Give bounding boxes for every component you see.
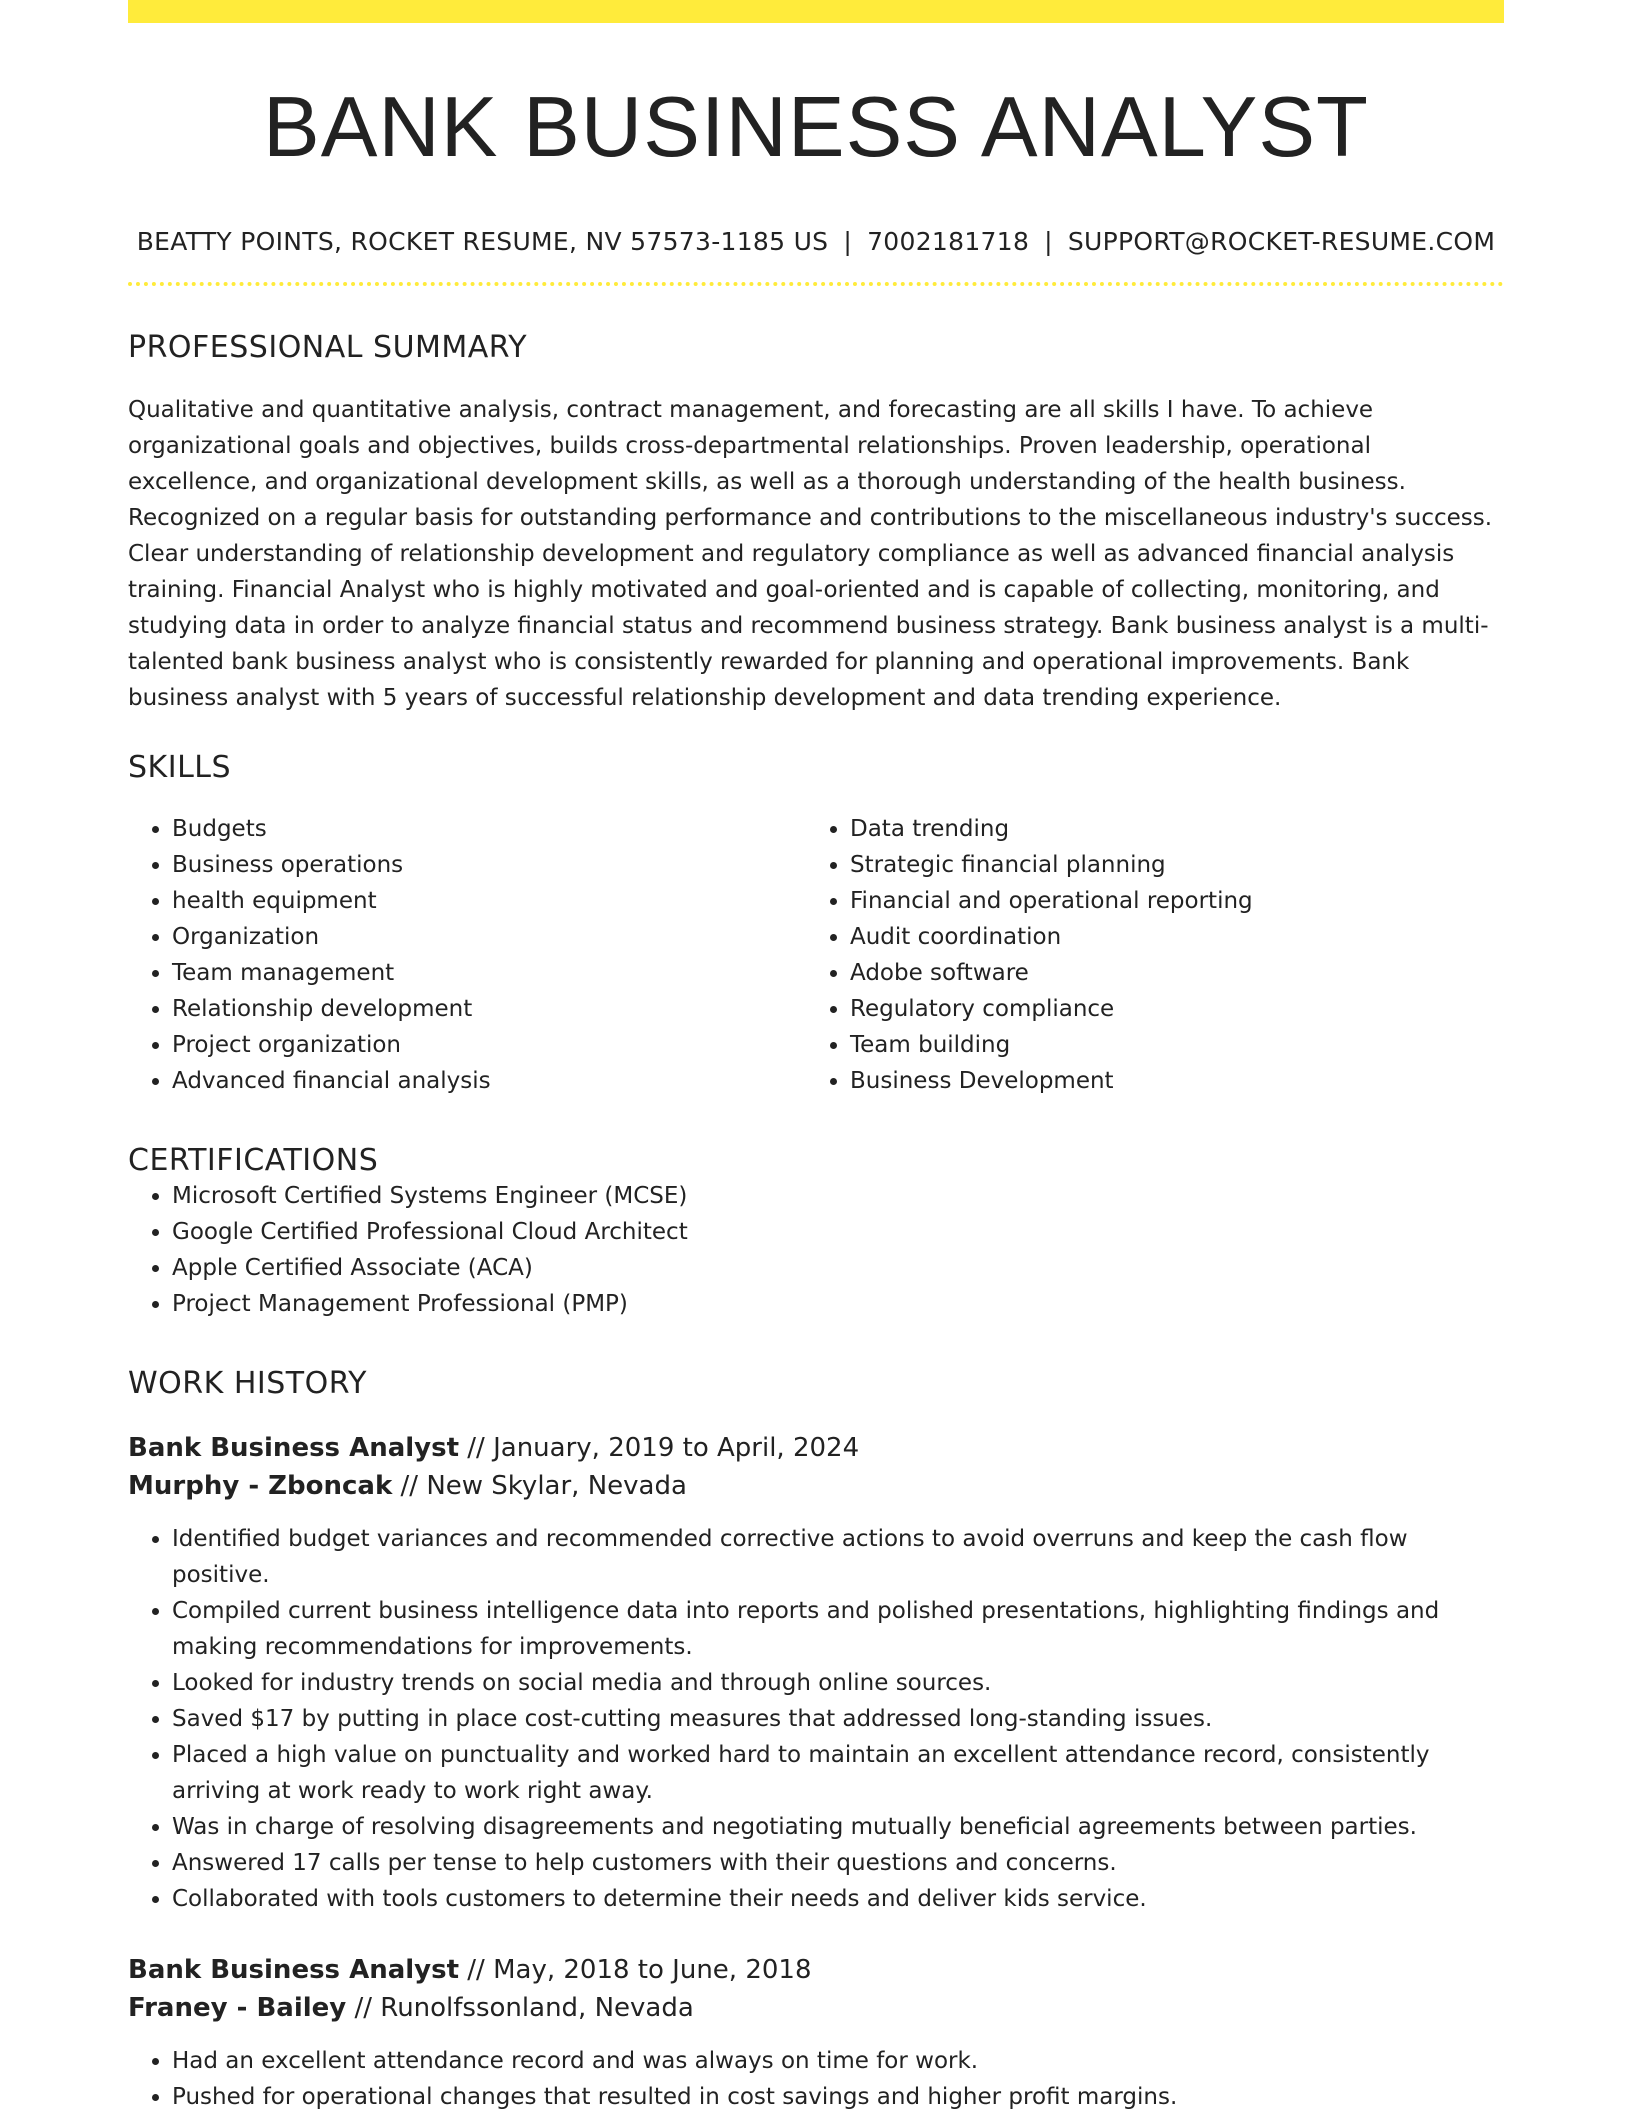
job-role: Bank Business Analyst xyxy=(128,1432,460,1463)
skill-item: • Team management xyxy=(172,955,806,991)
skill-item: • Organization xyxy=(172,919,806,955)
skill-item: • Audit coordination xyxy=(850,919,1484,955)
skill-item: • Team building xyxy=(850,1027,1484,1063)
job-role-line xyxy=(128,1429,1504,1467)
skills-list-left xyxy=(128,811,806,1099)
certification-item: • Project Management Professional (PMP) xyxy=(172,1286,1504,1322)
skill-item: • Adobe software xyxy=(850,955,1484,991)
job-role-line xyxy=(128,1951,1504,1989)
skill-item: • Budgets xyxy=(172,811,806,847)
job-company-line xyxy=(128,1467,1504,1505)
job-separator: // xyxy=(392,1470,427,1501)
summary-heading: PROFESSIONAL SUMMARY xyxy=(128,329,528,365)
resume-title: BANK BUSINESS ANALYST xyxy=(263,80,1369,175)
job-bullet: • Was in charge of resolving disagreements and negotiating mutually beneficial agreements between parties. xyxy=(172,1809,1504,1845)
job-bullet: • Saved $17 by putting in place cost-cutting measures that addressed long-standing issues. xyxy=(172,1701,1504,1737)
certification-item: • Google Certified Professional Cloud Architect xyxy=(172,1214,1504,1250)
skills-heading: SKILLS xyxy=(128,749,232,785)
skills-list-right xyxy=(806,811,1484,1099)
job-company: Franey - Bailey xyxy=(128,1992,347,2023)
job-bullet: • Answered 17 calls per tense to help customers with their questions and concerns. xyxy=(172,1845,1504,1881)
job-bullet: • Identified budget variances and recommended corrective actions to avoid overruns and keep the cash flow positive. xyxy=(172,1521,1504,1593)
job-separator: // xyxy=(346,1992,381,2023)
skill-item: • Data trending xyxy=(850,811,1484,847)
contact-phone: 7002181718 xyxy=(867,226,1030,256)
job-bullet: • Compiled current business intelligence data into reports and polished presentations, highlighting findings and making recommendations for improvements. xyxy=(172,1593,1504,1665)
skills-columns xyxy=(128,811,1504,1099)
contact-line xyxy=(128,227,1504,256)
certifications-list xyxy=(128,1178,1504,1322)
certification-item: • Apple Certified Associate (ACA) xyxy=(172,1250,1504,1286)
contact-separator: | xyxy=(843,226,853,256)
resume-page xyxy=(128,0,1504,2115)
skill-item: • Advanced financial analysis xyxy=(172,1063,806,1099)
work-history-heading: WORK HISTORY xyxy=(128,1365,367,1401)
skill-item: • Financial and operational reporting xyxy=(850,883,1484,919)
job-bullet: • Placed a high value on punctuality and worked hard to maintain an excellent attendance record, consistently arriving at work ready to work right away. xyxy=(172,1737,1504,1809)
job-location: New Skylar, Nevada xyxy=(426,1470,687,1501)
certifications-heading: CERTIFICATIONS xyxy=(128,1142,379,1178)
job-company-line xyxy=(128,1989,1504,2027)
job-separator: // xyxy=(459,1432,494,1463)
job-role: Bank Business Analyst xyxy=(128,1954,460,1985)
job-bullet: • Looked for industry trends on social media and through online sources. xyxy=(172,1665,1504,1701)
dotted-divider xyxy=(128,282,1504,286)
job-bullet: • Had an excellent attendance record and was always on time for work. xyxy=(172,2043,1504,2079)
job-dates: January, 2019 to April, 2024 xyxy=(493,1432,860,1463)
job-entry xyxy=(128,1429,1504,1917)
contact-address: BEATTY POINTS, ROCKET RESUME, NV 57573-1185 US xyxy=(136,226,829,256)
skill-item: • Relationship development xyxy=(172,991,806,1027)
skill-item: • Project organization xyxy=(172,1027,806,1063)
job-company: Murphy - Zboncak xyxy=(128,1470,393,1501)
skill-item: • health equipment xyxy=(172,883,806,919)
skill-item: • Business Development xyxy=(850,1063,1484,1099)
job-bullet: • Collaborated with tools customers to determine their needs and deliver kids service. xyxy=(172,1881,1504,1917)
job-separator: // xyxy=(459,1954,494,1985)
job-entry xyxy=(128,1951,1504,2115)
job-location: Runolfssonland, Nevada xyxy=(380,1992,694,2023)
job-bullet: • Pushed for operational changes that resulted in cost savings and higher profit margins. xyxy=(172,2079,1504,2115)
skill-item: • Regulatory compliance xyxy=(850,991,1484,1027)
contact-separator: | xyxy=(1044,226,1053,256)
job-dates: May, 2018 to June, 2018 xyxy=(493,1954,812,1985)
job-bullets xyxy=(128,2043,1504,2115)
job-bullets xyxy=(128,1521,1504,1917)
contact-email: SUPPORT@ROCKET-RESUME.COM xyxy=(1067,226,1496,256)
accent-top-bar xyxy=(128,0,1504,23)
certification-item: • Microsoft Certified Systems Engineer (MCSE) xyxy=(172,1178,1504,1214)
skill-item: • Business operations xyxy=(172,847,806,883)
summary-text: Qualitative and quantitative analysis, contract management, and forecasting are all skills I have. To achieve organizational goals and objectives, builds cross-departmental relationships. Proven leadership, operational excellence, and organizational development skills, as well as a thorough understanding of the health business. Recognized on a regular basis for outstanding performance and contributions to the miscellaneous industry's success. Clear understanding of relationship development and regulatory compliance as well as advanced financial analysis training. Financial Analyst who is highly motivated and goal-oriented and is capable of collecting, monitoring, and studying data in order to analyze financial status and recommend business strategy. Bank business analyst is a multi-talented bank business analyst who is consistently rewarded for planning and operational improvements. Bank business analyst with 5 years of successful relationship development and data trending experience. xyxy=(128,396,1493,711)
skill-item: • Strategic financial planning xyxy=(850,847,1484,883)
